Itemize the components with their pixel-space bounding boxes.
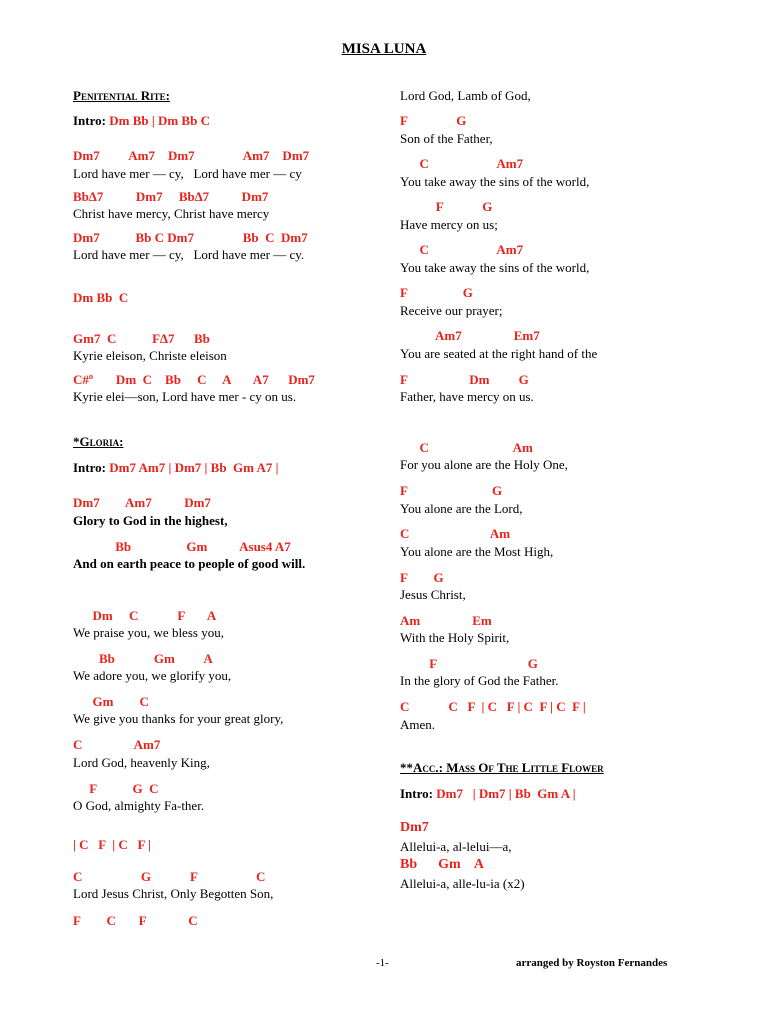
- chord-line: Bb Gm Asus4 A7: [73, 539, 291, 554]
- chord-line: Bb Gm A: [73, 651, 213, 666]
- lyric-line: In the glory of God the Father.: [400, 673, 559, 688]
- lyric-line: Kyrie eleison, Christe eleison: [73, 348, 227, 363]
- chord-line: C Am7: [73, 737, 161, 752]
- lyric-line: You are seated at the right hand of the: [400, 346, 598, 361]
- chord-line: Bb Gm A: [400, 857, 485, 872]
- lyric-line: Lord have mer — cy, Lord have mer — cy.: [73, 247, 305, 262]
- lyric-line: Allelui-a, alle-lu-ia (x2): [400, 876, 525, 891]
- chord-line: F G: [400, 285, 473, 300]
- chord-line: | C F | C F |: [73, 837, 152, 852]
- lyric-line: Kyrie elei—son, Lord have mer - cy on us.: [73, 389, 297, 404]
- arranger-credit: arranged by Royston Fernandes: [516, 957, 668, 969]
- chord-line: Dm7 Bb C Dm7 Bb C Dm7: [73, 230, 308, 245]
- lyric-line: O God, almighty Fa-ther.: [73, 798, 205, 813]
- lyric-line: You alone are the Lord,: [400, 501, 523, 516]
- lyric-line: We praise you, we bless you,: [73, 625, 224, 640]
- chord-line: C G F C: [73, 869, 266, 884]
- chord-line: F G: [400, 113, 467, 128]
- chord-line: F G: [400, 483, 503, 498]
- lyric-line: Christ have mercy, Christ have mercy: [73, 206, 270, 221]
- chord-line: F C F C: [73, 913, 198, 928]
- lyric-line: And on earth peace to people of good will.: [73, 556, 306, 571]
- lyric-line: Allelui-a, al-lelui—a,: [400, 839, 512, 854]
- chord-line: C Am7: [400, 156, 524, 171]
- intro-line: Intro: Dm7 | Dm7 | Bb Gm A |: [400, 786, 576, 801]
- page-number: -1-: [376, 957, 389, 969]
- chord-line: Bb∆7 Dm7 Bb∆7 Dm7: [73, 189, 269, 204]
- chord-line: C Am: [400, 440, 533, 455]
- lyric-line: For you alone are the Holy One,: [400, 457, 568, 472]
- chord-line: C#º Dm C Bb C A A7 Dm7: [73, 372, 315, 387]
- chord-line: F G C: [73, 781, 159, 796]
- chord-line: F G: [400, 656, 538, 671]
- chord-line: C C F | C F | C F | C F |: [400, 699, 586, 714]
- lyric-line: We adore you, we glorify you,: [73, 668, 232, 683]
- chord-line: F G: [400, 199, 493, 214]
- chord-line: F Dm G: [400, 372, 529, 387]
- lyric-line: Lord God, Lamb of God,: [400, 88, 531, 103]
- chord-line: Am Em: [400, 613, 492, 628]
- lyric-line: Father, have mercy on us.: [400, 389, 534, 404]
- lyric-line: Lord Jesus Christ, Only Begotten Son,: [73, 886, 274, 901]
- chord-line: F G: [400, 570, 444, 585]
- chord-line: C Am7: [400, 242, 524, 257]
- lyric-line: You take away the sins of the world,: [400, 260, 590, 275]
- lyric-line: Lord God, heavenly King,: [73, 755, 210, 770]
- chord-line: Am7 Em7: [400, 328, 540, 343]
- chord-line: Dm7: [400, 820, 429, 835]
- section-heading-penitential-rite: Penitential Rite:: [73, 88, 170, 103]
- lyric-line: Son of the Father,: [400, 131, 493, 146]
- chord-line: Dm7 Am7 Dm7: [73, 495, 211, 510]
- chord-line: Dm Bb C: [73, 290, 129, 305]
- page-title: MISA LUNA: [341, 41, 427, 57]
- lyric-line: You alone are the Most High,: [400, 544, 554, 559]
- chord-line: Dm7 Am7 Dm7 Am7 Dm7: [73, 148, 310, 163]
- lyric-line: Jesus Christ,: [400, 587, 466, 602]
- lyric-line: Receive our prayer;: [400, 303, 503, 318]
- lyric-line: You take away the sins of the world,: [400, 174, 590, 189]
- lyric-line: Have mercy on us;: [400, 217, 498, 232]
- section-heading-gloria: *Gloria:: [73, 434, 124, 449]
- chord-line: Gm7 C F∆7 Bb: [73, 331, 210, 346]
- intro-line: Intro: Dm7 Am7 | Dm7 | Bb Gm A7 |: [73, 460, 279, 475]
- lyric-line: With the Holy Spirit,: [400, 630, 510, 645]
- section-heading-acclamation: **Acc.: Mass Of The Little Flower: [400, 760, 604, 775]
- chord-line: Dm C F A: [73, 608, 217, 623]
- intro-line: Intro: Dm Bb | Dm Bb C: [73, 113, 210, 128]
- chord-line: C Am: [400, 526, 511, 541]
- lyric-line: We give you thanks for your great glory,: [73, 711, 284, 726]
- chord-line: Gm C: [73, 694, 149, 709]
- lyric-line: Glory to God in the highest,: [73, 513, 228, 528]
- lyric-line: Lord have mer — cy, Lord have mer — cy: [73, 166, 302, 181]
- lyric-line: Amen.: [400, 717, 436, 732]
